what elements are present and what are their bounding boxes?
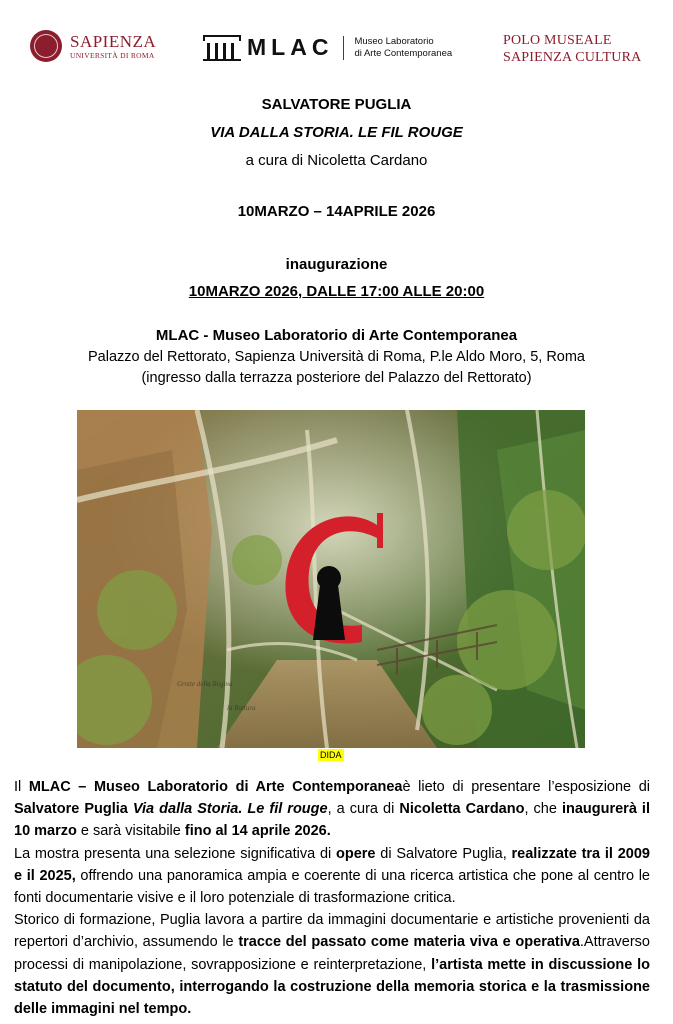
venue-entrance: (ingresso dalla terrazza posteriore del Palazzo del Rettorato)	[141, 370, 532, 386]
mlac-fullname	[354, 36, 452, 60]
artist-name: SALVATORE PUGLIA	[261, 96, 412, 113]
mlac-line1: Museo Laboratorio	[354, 35, 434, 47]
mlac-line2: di Arte Contemporanea	[354, 47, 453, 59]
opening-date: 10MARZO 2026, DALLE 17:00 ALLE 20:00	[188, 283, 485, 300]
logo-bar	[0, 30, 673, 70]
sapienza-seal-icon	[30, 30, 62, 62]
sapienza-name: SAPIENZA	[70, 31, 157, 51]
mlac-divider	[343, 36, 344, 60]
sapienza-subtitle: UNIVERSITÀ DI ROMA	[70, 50, 155, 60]
polo-museale-logo	[503, 32, 641, 66]
press-release-body	[14, 776, 650, 1020]
curator: a cura di Nicoletta Cardano	[245, 152, 428, 169]
opening-label: inaugurazione	[285, 256, 388, 273]
paragraph-1: Il MLAC – Museo Laboratorio di Arte Contemporaneaè lieto di presentare l’esposizione di Salvatore Puglia Via dalla Storia. Le fil rouge, a cura di Nicoletta Cardano, che inaugurerà il 10 marzo e sarà visitabile fino al 14 aprile 2026.	[14, 779, 650, 840]
temple-icon	[203, 35, 241, 61]
artwork-image	[77, 410, 585, 748]
mlac-logo	[203, 34, 452, 61]
venue-name: MLAC - Museo Laboratorio di Arte Contemporanea	[155, 327, 518, 344]
venue-address: Palazzo del Rettorato, Sapienza Università di Roma, P.le Aldo Moro, 5, Roma	[87, 349, 585, 365]
svg-text:Grotte della Regina: Grotte della Regina	[177, 680, 233, 688]
image-caption: DIDA	[320, 750, 342, 760]
paragraph-3: Storico di formazione, Puglia lavora a partire da immagini documentarie e artistiche provenienti da repertori d’archivio, assumendo le tracce del passato come materia viva e operativa.Attraverso processi di manipolazione, sovrapposizione e reinterpretazione, l’artista mette in discussione lo statuto del documento, interrogando la costruzione della memoria storica e la trasmissione delle immagini nel tempo.	[14, 912, 650, 1018]
exhibition-dates: 10MARZO – 14APRILE 2026	[237, 203, 436, 220]
exhibition-title: VIA DALLA STORIA. LE FIL ROUGE	[210, 124, 463, 141]
polo-line2: SAPIENZA CULTURA	[503, 50, 642, 65]
paragraph-2: La mostra presenta una selezione significativa di opere di Salvatore Puglia, realizzate tra il 2009 e il 2025, offrendo una panoramica ampia e coerente di una ricerca artistica che pone al centro le fonti documentarie visive e il loro potenziale di trasformazione critica.	[14, 845, 650, 907]
svg-text:la Rottura: la Rottura	[227, 704, 256, 712]
sapienza-logo	[30, 30, 156, 62]
polo-line1: POLO MUSEALE	[503, 33, 612, 48]
mlac-acronym: MLAC	[247, 34, 334, 60]
